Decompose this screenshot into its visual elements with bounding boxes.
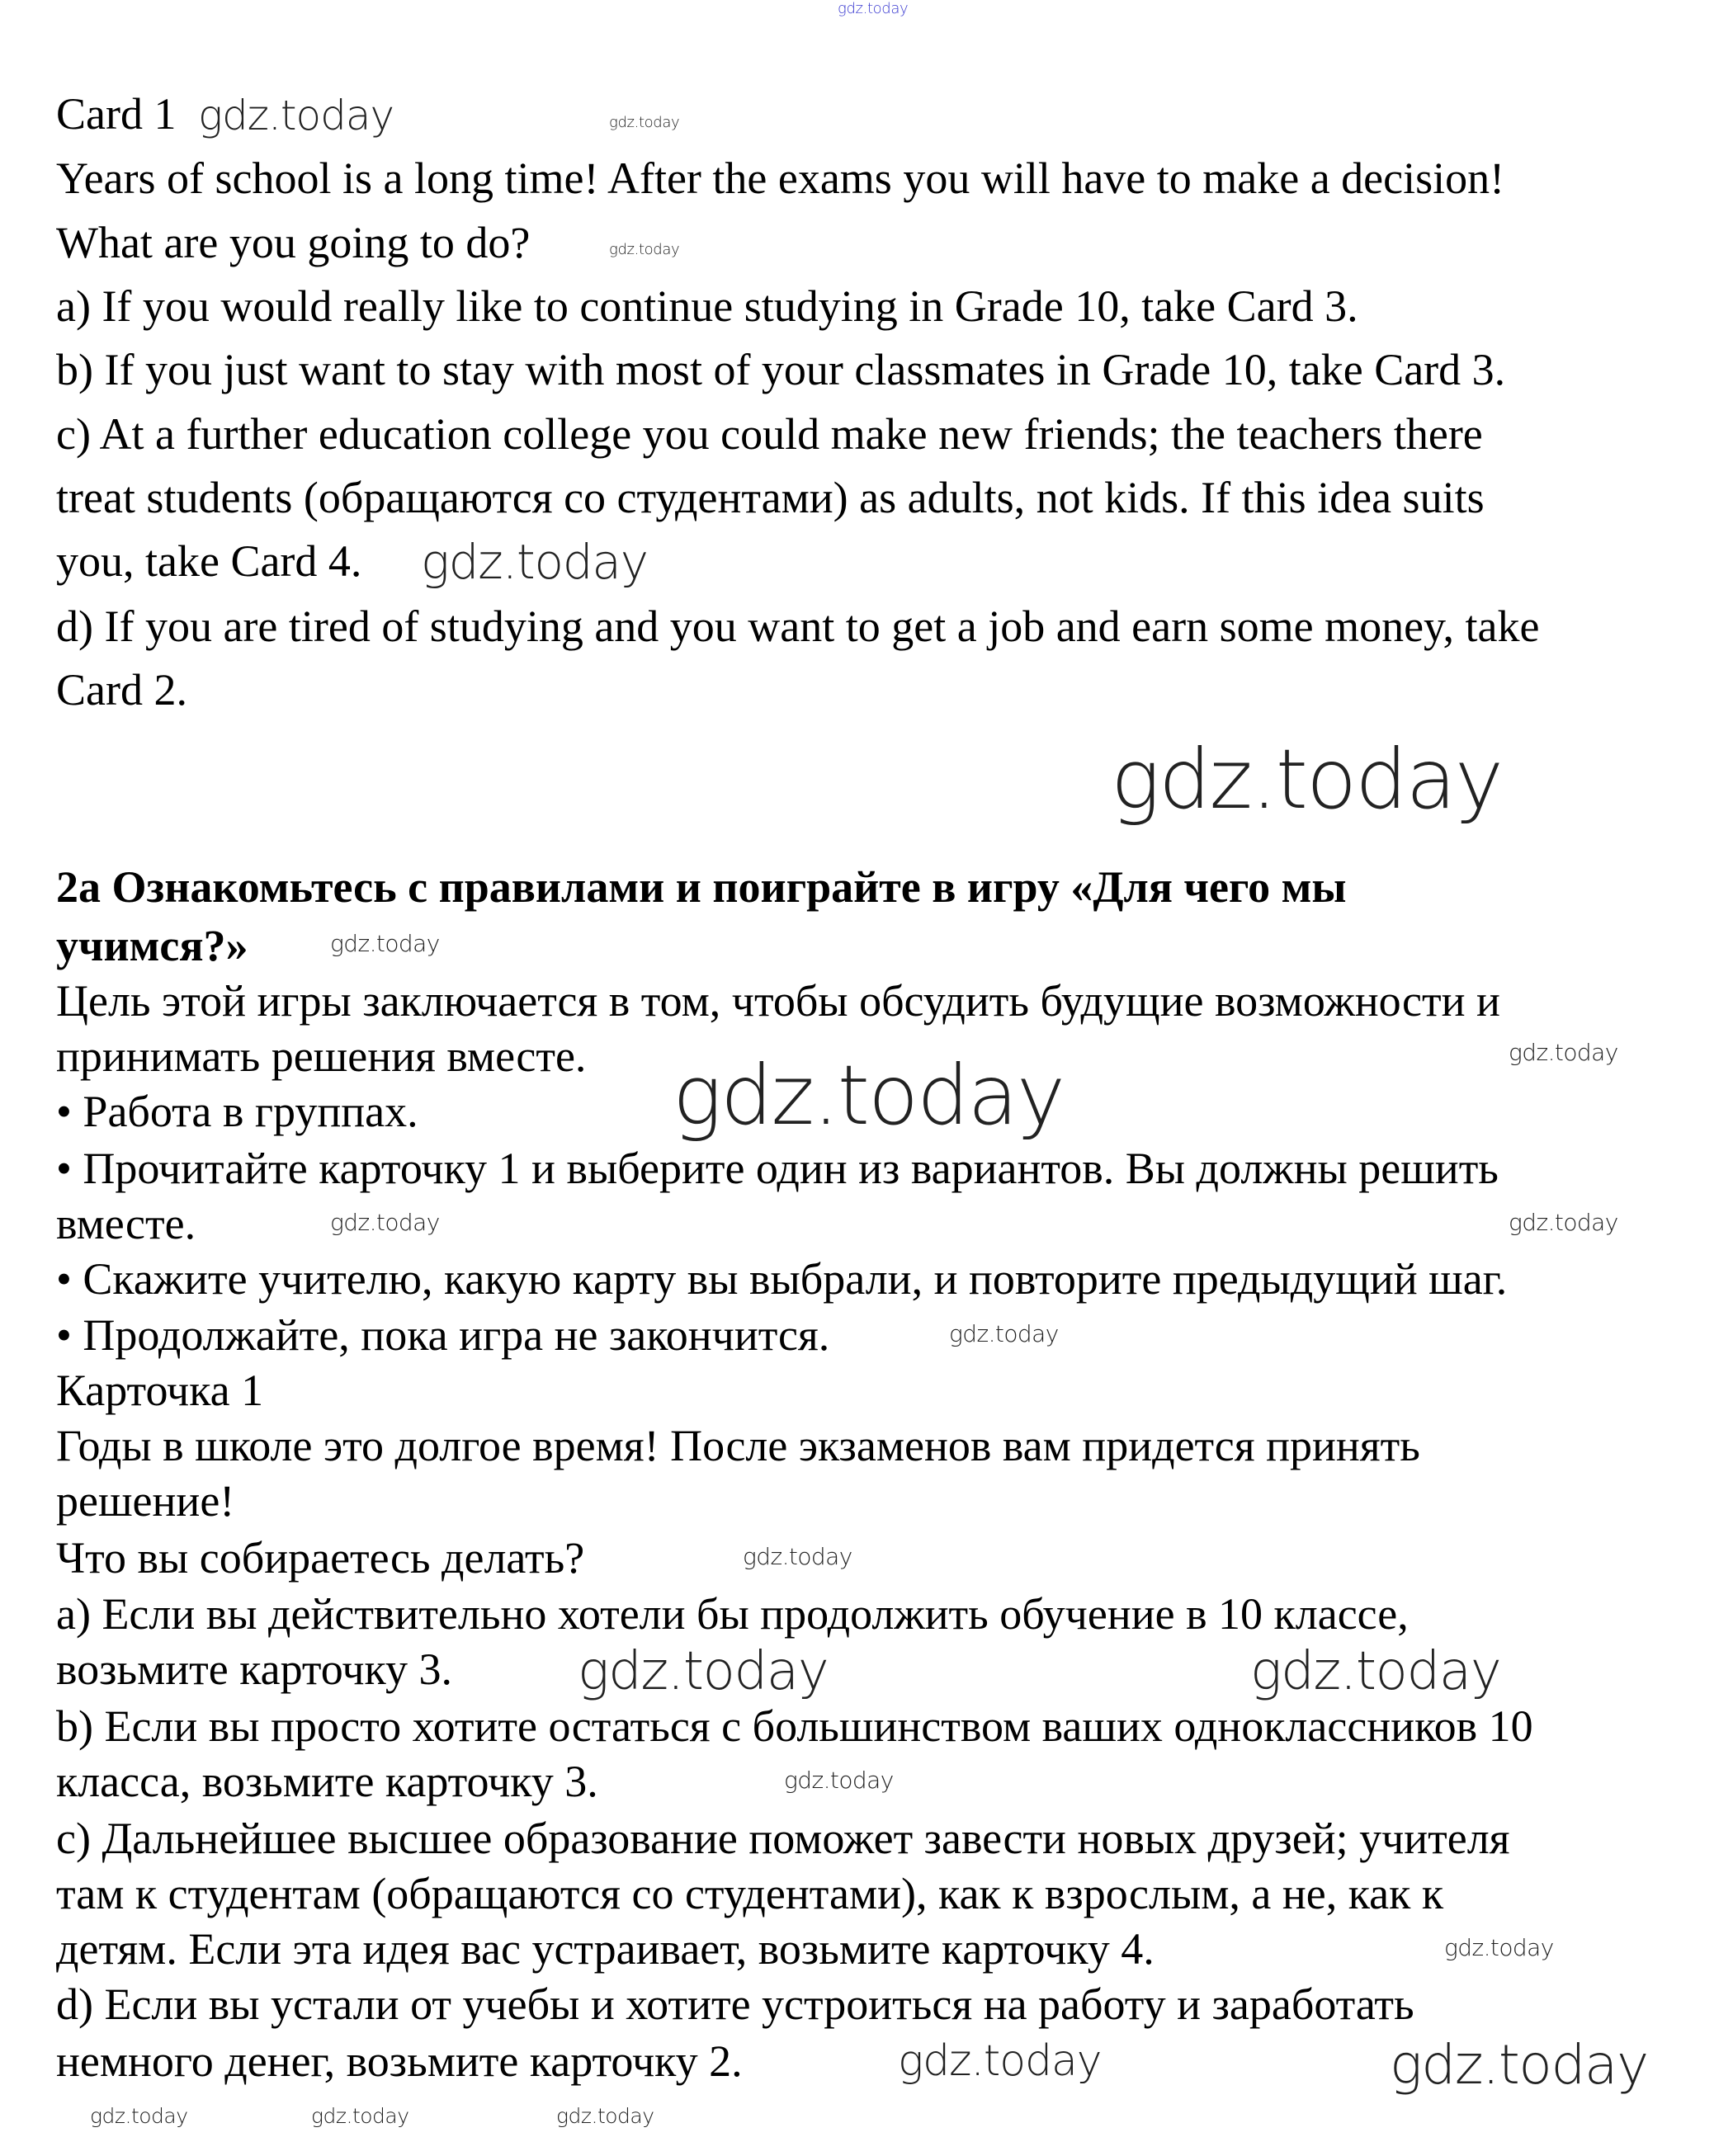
watermark: gdz.today — [1250, 1641, 1501, 1702]
option-d-ru-cont: немного денег, возьмите карточку 2. — [56, 2036, 743, 2086]
option-c-ru-cont: там к студентам (обращаются со студентами), как к взрослым, а не, как к — [56, 1869, 1444, 1918]
watermark: gdz.today — [743, 1543, 852, 1570]
watermark: gdz.today — [784, 1767, 894, 1794]
watermark: gdz.today — [1111, 731, 1503, 828]
watermark: gdz.today — [609, 241, 680, 258]
watermark: gdz.today — [1509, 1039, 1618, 1066]
option-c-ru: c) Дальнейшее высшее образование поможет завести новых друзей; учителя — [56, 1814, 1510, 1863]
watermark: gdz.today — [1509, 1209, 1618, 1236]
watermark: gdz.today — [838, 0, 909, 17]
option-c-ru-cont: детям. Если эта идея вас устраивает, возьмите карточку 4. — [56, 1924, 1155, 1974]
watermark: gdz.today — [198, 92, 394, 139]
task-bullet: • Работа в группах. — [56, 1087, 418, 1136]
card-text-line: What are you going to do? — [56, 218, 531, 267]
watermark: gdz.today — [609, 114, 680, 131]
task-bullet: • Прочитайте карточку 1 и выберите один из вариантов. Вы должны решить — [56, 1144, 1499, 1193]
watermark: gdz.today — [421, 534, 648, 590]
task-line: решение! — [56, 1476, 235, 1526]
task-heading: 2a Ознакомьтесь с правилами и поиграйте в игру «Для чего мы — [56, 862, 1347, 912]
watermark: gdz.today — [949, 1320, 1059, 1347]
option-b-ru-cont: класса, возьмите карточку 3. — [56, 1757, 598, 1806]
task-line: принимать решения вместе. — [56, 1031, 587, 1081]
option-b: b) If you just want to stay with most of your classmates in Grade 10, take Card 3. — [56, 345, 1506, 394]
task-bullet: • Продолжайте, пока игра не закончится. — [56, 1310, 830, 1360]
watermark: gdz.today — [90, 2104, 188, 2128]
option-c-cont: you, take Card 4. — [56, 536, 362, 586]
watermark: gdz.today — [556, 2104, 654, 2128]
option-c-cont: treat students (обращаются со студентами) as adults, not kids. If this idea suits — [56, 473, 1485, 522]
option-a-ru-cont: возьмите карточку 3. — [56, 1644, 453, 1694]
task-line: Что вы собираетесь делать? — [56, 1533, 585, 1583]
card-title-ru: Карточка 1 — [56, 1366, 264, 1415]
watermark: gdz.today — [1390, 2033, 1648, 2097]
watermark: gdz.today — [330, 930, 440, 957]
option-d: d) If you are tired of studying and you want to get a job and earn some money, take — [56, 602, 1540, 651]
card-text-line: Years of school is a long time! After the exams you will have to make a decision! — [56, 153, 1505, 203]
watermark: gdz.today — [330, 1209, 440, 1236]
option-a-ru: а) Если вы действительно хотели бы продолжить обучение в 10 классе, — [56, 1589, 1409, 1639]
watermark: gdz.today — [673, 1047, 1065, 1144]
task-line: Цель этой игры заключается в том, чтобы обсудить будущие возможности и — [56, 976, 1500, 1026]
option-a: a) If you would really like to continue studying in Grade 10, take Card 3. — [56, 281, 1358, 331]
watermark: gdz.today — [578, 1641, 829, 1702]
option-b-ru: b) Если вы просто хотите остаться с большинством ваших одноклассников 10 — [56, 1701, 1533, 1751]
task-line: Годы в школе это долгое время! После экзаменов вам придется принять — [56, 1421, 1420, 1470]
card-title: Card 1 — [56, 89, 177, 139]
watermark: gdz.today — [898, 2036, 1102, 2086]
watermark: gdz.today — [1444, 1934, 1554, 1961]
option-d-cont: Card 2. — [56, 665, 187, 715]
task-heading: учимся?» — [56, 921, 248, 970]
task-bullet: • Скажите учителю, какую карту вы выбрали, и повторите предыдущий шаг. — [56, 1254, 1508, 1304]
option-d-ru: d) Если вы устали от учебы и хотите устроиться на работу и заработать — [56, 1979, 1414, 2029]
watermark: gdz.today — [311, 2104, 409, 2128]
option-c: c) At a further education college you could make new friends; the teachers there — [56, 409, 1483, 459]
task-line: вместе. — [56, 1199, 196, 1248]
